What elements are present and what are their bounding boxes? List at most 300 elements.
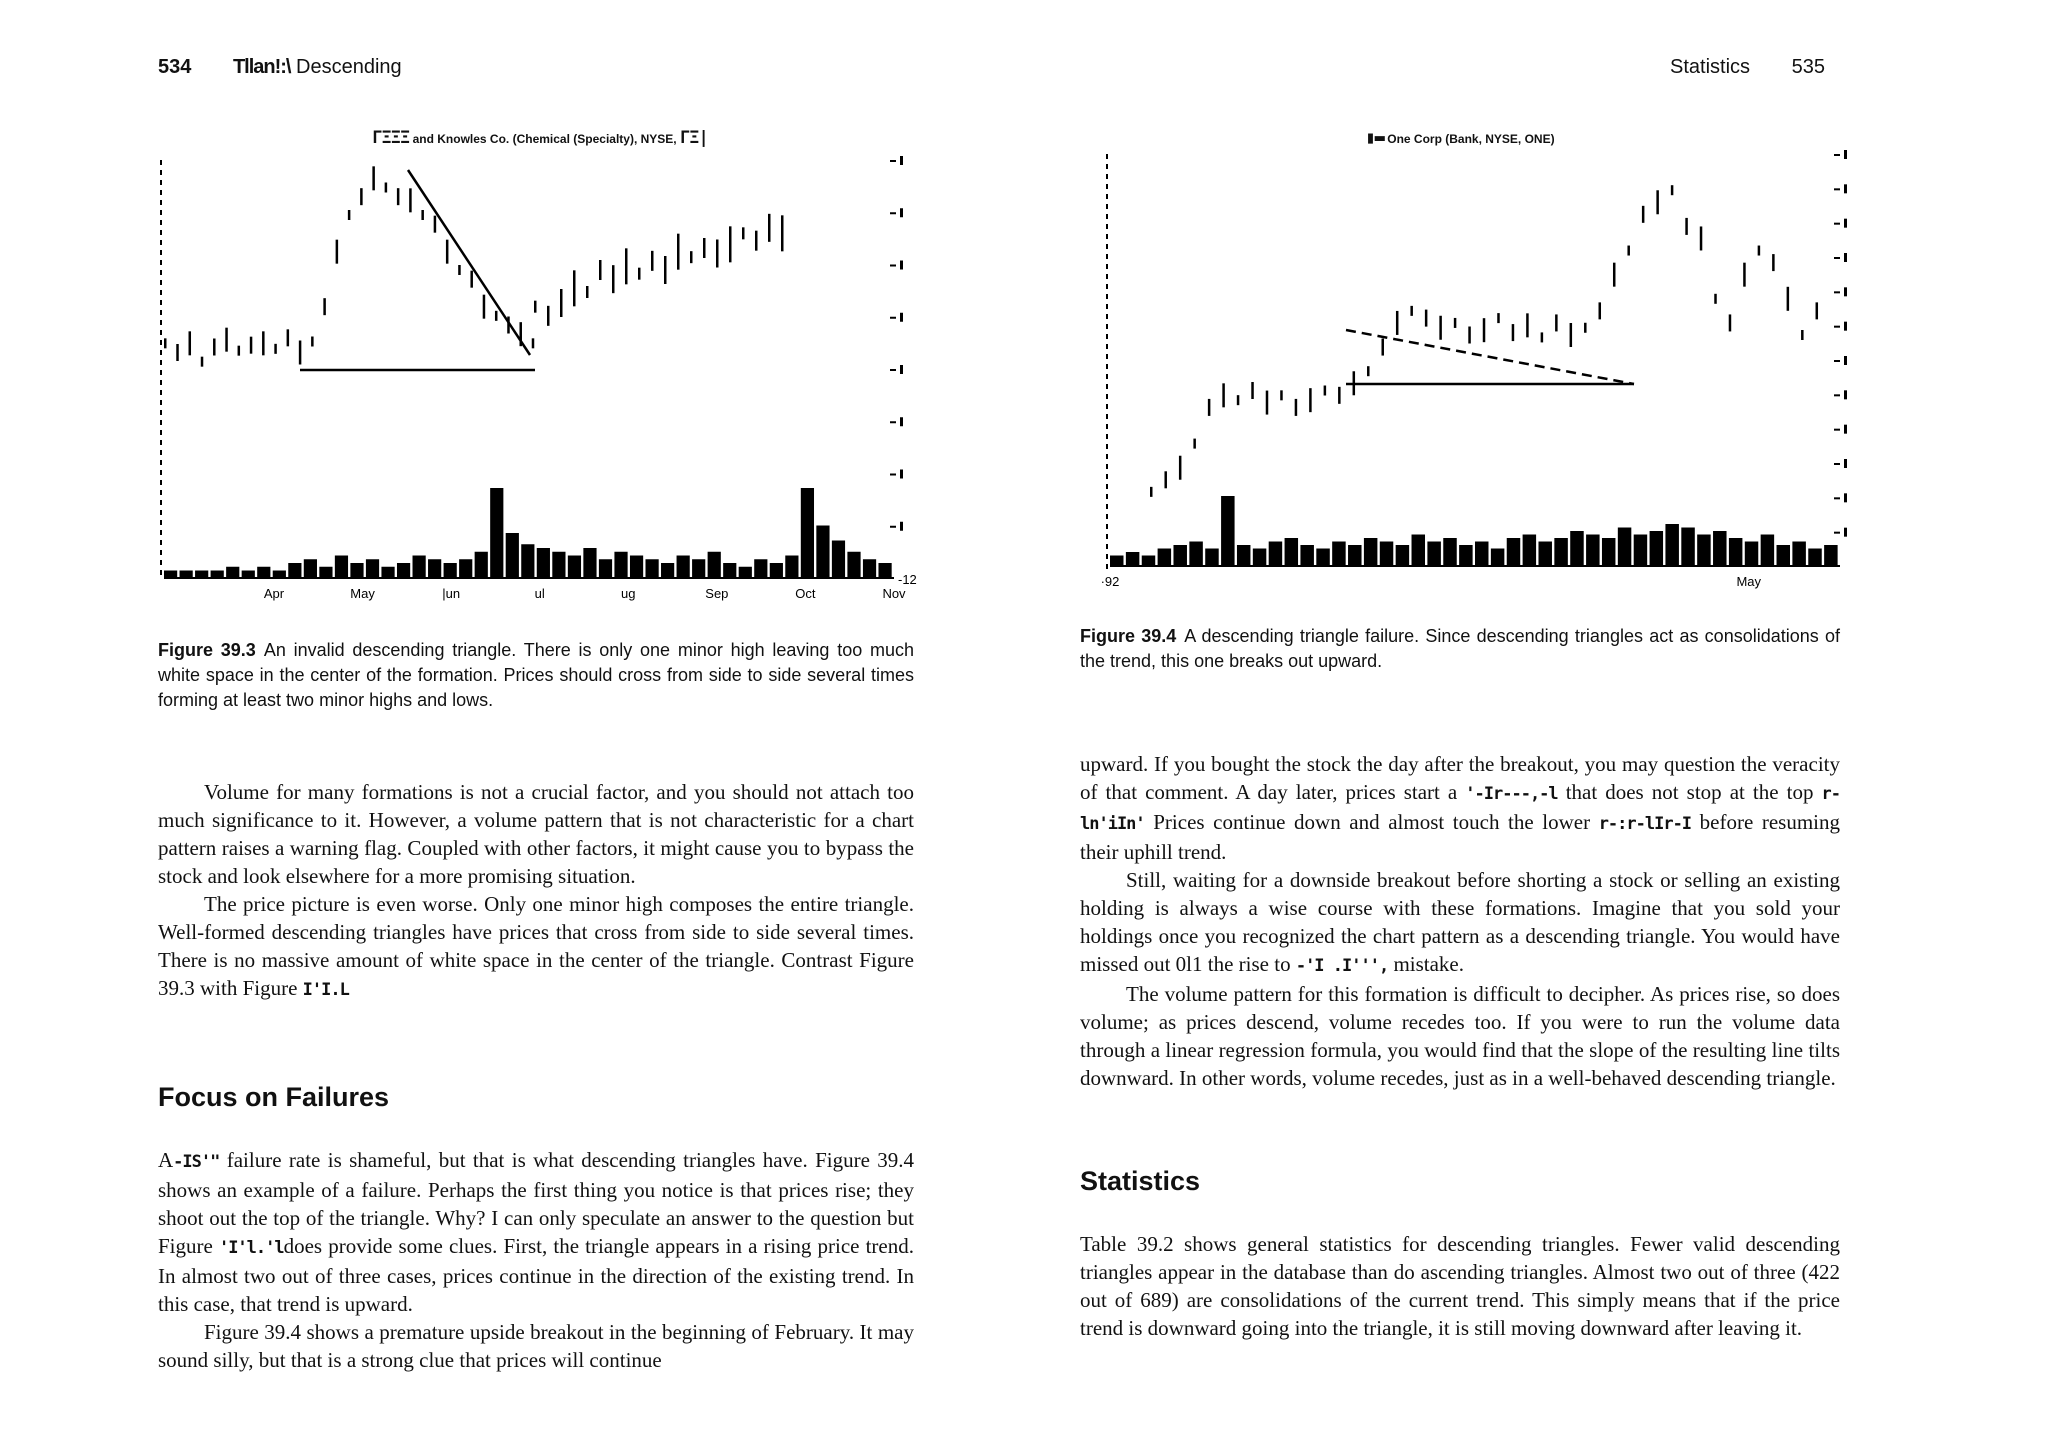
- price-bar: [372, 166, 375, 190]
- axis-tick-dot: [160, 420, 162, 425]
- price-bar: [755, 231, 758, 251]
- price-bar: [1483, 318, 1486, 342]
- volume-bar: [583, 548, 596, 578]
- chart-title-garbled: ▮▬: [1365, 128, 1384, 148]
- volume-bar: [226, 567, 239, 578]
- volume-bar: [614, 552, 627, 578]
- paragraph-text: that does not stop at the top: [1565, 780, 1814, 804]
- axis-tick-dot: [160, 340, 162, 345]
- axis-tick-dot: [1106, 204, 1108, 209]
- volume-bar: [1380, 542, 1393, 567]
- volume-bar: [1427, 542, 1440, 567]
- volume-bar: [645, 559, 658, 578]
- axis-tick-dot: [1106, 214, 1108, 219]
- price-bar: [1164, 471, 1167, 488]
- right-scale-tick: [900, 208, 903, 217]
- volume-bar: [599, 559, 612, 578]
- axis-tick-dot: [160, 470, 162, 475]
- price-bar: [625, 248, 628, 284]
- volume-bar: [1189, 542, 1202, 567]
- price-bar: [262, 331, 265, 355]
- volume-bar: [428, 559, 441, 578]
- figure-label: Figure 39.3: [158, 640, 256, 660]
- figure-label: Figure 39.4: [1080, 626, 1177, 646]
- right-scale-tick: [900, 156, 903, 165]
- axis-tick-dot: [160, 200, 162, 205]
- right-scale-tick: [890, 369, 896, 371]
- price-bar: [781, 215, 784, 251]
- price-bar: [664, 256, 667, 284]
- axis-tick-dot: [1106, 354, 1108, 359]
- chart-title: [160, 128, 920, 148]
- volume-bar: [288, 563, 301, 578]
- price-bar: [434, 216, 437, 233]
- price-bar: [164, 338, 167, 348]
- price-bar: [1193, 439, 1196, 449]
- axis-tick-dot: [160, 540, 162, 545]
- price-bar: [638, 268, 641, 280]
- axis-tick-dot: [160, 550, 162, 555]
- axis-tick-dot: [160, 160, 162, 165]
- price-bar: [1425, 310, 1428, 327]
- price-bar: [1613, 263, 1616, 287]
- price-bar: [1584, 323, 1587, 333]
- axis-tick-dot: [160, 310, 162, 315]
- right-scale-tick: [1834, 223, 1840, 225]
- volume-bar: [180, 571, 193, 579]
- price-bar: [560, 289, 563, 317]
- volume-bar: [1792, 542, 1805, 567]
- paragraph: Volume for many formations is not a crucial factor, and you should not attach too much significance to it. However, a volume pattern that is not characteristic for a chart pattern raises a warning flag. Coupled with other factors, it might cause you to bypass the stock and look elsewhere for a more promising situation.: [158, 780, 914, 888]
- price-bar: [677, 234, 680, 270]
- axis-tick-dot: [160, 180, 162, 185]
- left-body-upper: [158, 778, 914, 1004]
- running-title: Statistics: [1670, 56, 1751, 78]
- axis-tick-dot: [160, 560, 162, 565]
- volume-bar: [1507, 538, 1520, 566]
- price-bar: [1729, 314, 1732, 331]
- volume-bar: [1681, 528, 1694, 567]
- garbled-glyph: '-Ir---,-l: [1465, 784, 1558, 804]
- axis-tick-dot: [1106, 414, 1108, 419]
- axis-tick-dot: [1106, 224, 1108, 229]
- price-bar: [409, 188, 412, 212]
- right-scale-tick: [1844, 287, 1847, 296]
- volume-bar: [164, 571, 177, 579]
- price-bar: [1367, 366, 1370, 376]
- volume-bar: [1173, 545, 1186, 566]
- volume-bar: [552, 552, 565, 578]
- price-bar: [1801, 330, 1804, 340]
- axis-tick-dot: [1106, 394, 1108, 399]
- price-bar: [1787, 287, 1790, 311]
- price-bar: [1526, 313, 1529, 337]
- volume-bar: [1650, 531, 1663, 566]
- axis-tick-dot: [160, 220, 162, 225]
- axis-tick-dot: [1106, 424, 1108, 429]
- garbled-glyph: r-ln'iIn': [1080, 784, 1840, 834]
- figure-39-4-caption: [1080, 624, 1840, 674]
- price-bar: [421, 210, 424, 220]
- axis-tick-dot: [160, 240, 162, 245]
- right-scale-tick: [1844, 528, 1847, 537]
- price-bar: [189, 331, 192, 355]
- volume-bar: [1777, 545, 1790, 566]
- right-body-upper: [1080, 750, 1840, 1092]
- triangle-trendline: [408, 170, 530, 355]
- price-bar: [1758, 246, 1761, 256]
- garbled-glyph: 'I'l.'l: [218, 1238, 284, 1258]
- volume-bar: [1221, 496, 1234, 566]
- axis-tick-dot: [160, 440, 162, 445]
- volume-bar: [677, 556, 690, 579]
- axis-tick-dot: [160, 410, 162, 415]
- price-bar: [1685, 218, 1688, 235]
- caption-text: A descending triangle failure. Since descending triangles act as consolidations of the trend, this one breaks out upward.: [1080, 626, 1840, 671]
- volume-bar: [195, 571, 208, 579]
- axis-tick-dot: [160, 360, 162, 365]
- figure-39-3-chart: [150, 150, 940, 620]
- volume-bar: [770, 563, 783, 578]
- price-bar: [446, 240, 449, 264]
- axis-tick-dot: [160, 290, 162, 295]
- volume-bar: [490, 488, 503, 578]
- volume-bar: [1348, 545, 1361, 566]
- axis-tick-dot: [1106, 434, 1108, 439]
- volume-bar: [1634, 535, 1647, 567]
- price-bar: [495, 311, 498, 321]
- paragraph-text: failure rate is shameful, but that is what descending triangles have. Figure 39.4 shows an example of a failure. Perhaps the first thing you notice is that prices rise; they shoot out the top of the triangle. Why? I can only speculate an answer to the question but Figure: [158, 1148, 915, 1258]
- x-tick-label: Nov: [882, 586, 906, 601]
- price-bar: [348, 210, 351, 220]
- right-scale-tick: [1844, 390, 1847, 399]
- price-bar: [586, 286, 589, 298]
- price-bar: [1512, 324, 1515, 341]
- volume-bar: [1126, 552, 1139, 566]
- price-bar: [1179, 456, 1182, 480]
- axis-tick-dot: [160, 450, 162, 455]
- price-bar: [323, 298, 326, 315]
- garbled-glyph: I'I.L: [302, 980, 349, 1000]
- price-bar: [1266, 391, 1269, 415]
- price-bar: [1454, 318, 1457, 328]
- axis-tick-dot: [1106, 524, 1108, 529]
- volume-bar: [1316, 549, 1329, 567]
- price-bar: [1150, 487, 1153, 497]
- figure-39-3-caption: [158, 638, 914, 713]
- axis-tick-dot: [160, 230, 162, 235]
- volume-bar: [1412, 535, 1425, 567]
- figure-39-4-chart: [1064, 146, 1864, 606]
- volume-bar: [366, 559, 379, 578]
- price-bar: [470, 271, 473, 288]
- right-scale-tick: [1844, 322, 1847, 331]
- price-bar: [532, 338, 535, 348]
- volume-bar: [1554, 538, 1567, 566]
- axis-tick-dot: [160, 300, 162, 305]
- axis-tick-dot: [1106, 384, 1108, 389]
- axis-tick-dot: [160, 270, 162, 275]
- volume-bar: [521, 544, 534, 578]
- price-bar: [1208, 399, 1211, 416]
- axis-tick-dot: [160, 460, 162, 465]
- axis-tick-dot: [1106, 304, 1108, 309]
- axis-tick-dot: [1106, 264, 1108, 269]
- axis-tick-dot: [1106, 534, 1108, 539]
- price-bar: [1468, 327, 1471, 344]
- paragraph-text: mistake.: [1393, 952, 1465, 976]
- price-bar: [1570, 323, 1573, 347]
- axis-tick-dot: [1106, 284, 1108, 289]
- volume-bar: [1158, 549, 1171, 567]
- volume-bar: [754, 559, 767, 578]
- axis-tick-dot: [1106, 234, 1108, 239]
- right-scale-tick: [1834, 154, 1840, 156]
- price-bar: [1599, 302, 1602, 319]
- paragraph: [1080, 750, 1840, 866]
- volume-bar: [381, 567, 394, 578]
- garbled-glyph: -'I .I''',: [1295, 956, 1389, 976]
- axis-tick-dot: [160, 570, 162, 575]
- price-bar: [1237, 395, 1240, 405]
- volume-bar: [1808, 549, 1821, 567]
- axis-tick-dot: [160, 280, 162, 285]
- axis-tick-dot: [160, 350, 162, 355]
- price-bar: [547, 306, 550, 326]
- volume-bar: [319, 567, 332, 578]
- paragraph-text: does provide some clues. First, the triangle appears in a rising price trend. In almost two out of three cases, prices continue in the direction of the existing trend. In this case, that trend is upward.: [158, 1234, 914, 1316]
- volume-bar: [739, 567, 752, 578]
- volume-bar: [1475, 542, 1488, 567]
- right-scale-tick: [1834, 291, 1840, 293]
- axis-tick-dot: [1106, 194, 1108, 199]
- right-scale-tick: [1834, 188, 1840, 190]
- caption-text: An invalid descending triangle. There is only one minor high leaving too much white space in the center of the formation. Prices should cross from side to side several times forming at least two minor highs and lows.: [158, 640, 914, 710]
- price-bar: [213, 339, 216, 356]
- price-bar: [287, 329, 290, 346]
- right-scale-tick: [1844, 219, 1847, 228]
- volume-bar: [1618, 528, 1631, 567]
- right-scale-tick: [1834, 326, 1840, 328]
- volume-bar: [1602, 538, 1615, 566]
- price-bar: [599, 260, 602, 280]
- price-bar: [1410, 306, 1413, 316]
- right-scale-tick: [900, 470, 903, 479]
- volume-bar: [847, 552, 860, 578]
- axis-tick-dot: [1106, 294, 1108, 299]
- garbled-glyph: r-:r-lIr-I: [1598, 814, 1692, 834]
- axis-tick-dot: [160, 480, 162, 485]
- volume-bar: [878, 563, 891, 578]
- paragraph-text: A: [158, 1148, 174, 1172]
- price-bar: [1671, 185, 1674, 195]
- axis-tick-dot: [1106, 334, 1108, 339]
- volume-bar: [304, 559, 317, 578]
- axis-tick-dot: [160, 530, 162, 535]
- volume-bar: [1364, 538, 1377, 566]
- volume-bar: [1443, 538, 1456, 566]
- axis-tick-dot: [160, 330, 162, 335]
- axis-tick-dot: [1106, 184, 1108, 189]
- volume-bar: [273, 571, 286, 579]
- right-scale-tick: [890, 212, 896, 214]
- price-bar: [299, 341, 302, 365]
- volume-bar: [863, 559, 876, 578]
- right-running-head: [1670, 56, 1825, 79]
- price-bar: [1295, 399, 1298, 416]
- x-tick-label: Oct: [795, 586, 816, 601]
- axis-tick-dot: [1106, 554, 1108, 559]
- right-scale-tick: [1834, 532, 1840, 534]
- volume-bar: [1523, 535, 1536, 567]
- axis-tick-dot: [160, 430, 162, 435]
- volume-bar: [692, 559, 705, 578]
- volume-bar: [1237, 545, 1250, 566]
- price-bar: [274, 344, 277, 354]
- x-tick-label: ·92: [1100, 574, 1120, 589]
- paragraph: [1080, 866, 1840, 980]
- price-bar: [1714, 294, 1717, 304]
- axis-tick-dot: [1106, 454, 1108, 459]
- volume-bar: [1761, 535, 1774, 567]
- axis-tick-dot: [1106, 244, 1108, 249]
- price-bar: [1338, 387, 1341, 404]
- left-body-lower: [158, 1146, 914, 1374]
- chart-title-text: One Corp (Bank, NYSE, ONE): [1387, 132, 1555, 146]
- volume-bar: [350, 563, 363, 578]
- axis-tick-dot: [1106, 364, 1108, 369]
- axis-tick-dot: [160, 370, 162, 375]
- price-bar: [1541, 332, 1544, 342]
- right-scale-tick: [1844, 493, 1847, 502]
- price-bar: [1816, 302, 1819, 319]
- volume-bar: [1713, 531, 1726, 566]
- chart-title-text: and Knowles Co. (Chemical (Specialty), NYSE,: [412, 132, 680, 146]
- axis-tick-dot: [160, 210, 162, 215]
- paragraph: The volume pattern for this formation is difficult to decipher. As prices rise, so does volume; as prices descend, volume recedes too. If you were to run the volume data through a linear regression formula, you would find that the slope of the resulting line tilts downward. In other words, volume recedes, just as in a well-behaved descending triangle.: [1080, 982, 1840, 1090]
- axis-tick-dot: [1106, 494, 1108, 499]
- right-scale-tick: [890, 526, 896, 528]
- right-body-lower: [1080, 1230, 1840, 1342]
- x-tick-label: Sep: [705, 586, 729, 601]
- price-bar: [1324, 386, 1327, 396]
- volume-bar: [1300, 545, 1313, 566]
- axis-tick-dot: [1106, 444, 1108, 449]
- axis-tick-dot: [160, 260, 162, 265]
- right-scale-tick: [900, 417, 903, 426]
- price-bar: [483, 295, 486, 319]
- paragraph: Table 39.2 shows general statistics for descending triangles. Fewer valid descending triangles appear in the database than do ascending triangles. Almost two out of three (422 out of 689) are consolidations of the current trend. This simply means that if the price trend is downward going into the triangle, it is still moving downward after leaving it.: [1080, 1232, 1840, 1340]
- volume-bar: [444, 563, 457, 578]
- axis-tick-dot: [1106, 374, 1108, 379]
- section-heading: Focus on Failures: [158, 1082, 390, 1112]
- right-scale-tick: [890, 317, 896, 319]
- paragraph: Figure 39.4 shows a premature upside breakout in the beginning of February. It may sound silly, but that is a strong clue that prices will continue: [158, 1320, 914, 1372]
- price-bar: [573, 270, 576, 306]
- price-bar: [1497, 313, 1500, 323]
- page-number: 535: [1791, 56, 1825, 78]
- right-scale-tick: [1844, 356, 1847, 365]
- axis-tick-dot: [1106, 564, 1108, 569]
- axis-tick-dot: [160, 190, 162, 195]
- volume-bar: [832, 541, 845, 579]
- chart-title-end-garbled: ΓΞ|: [679, 128, 708, 148]
- volume-bar: [708, 552, 721, 578]
- volume-bar: [568, 556, 581, 579]
- volume-bar: [397, 563, 410, 578]
- price-bar: [742, 227, 745, 239]
- right-scale-tick: [1834, 429, 1840, 431]
- price-bar: [238, 346, 241, 356]
- price-bar: [729, 226, 732, 262]
- price-bar: [1251, 382, 1254, 399]
- axis-tick-dot: [1106, 464, 1108, 469]
- triangle-trendline: [1346, 330, 1634, 384]
- price-bar: [1309, 388, 1312, 412]
- y-tick-label: -12: [898, 572, 917, 587]
- volume-bar: [1285, 538, 1298, 566]
- volume-bar: [1665, 524, 1678, 566]
- price-bar: [201, 357, 204, 367]
- price-bar: [768, 214, 771, 242]
- price-bar: [612, 265, 615, 293]
- price-bar: [534, 301, 537, 313]
- right-scale-tick: [890, 421, 896, 423]
- x-tick-label: ug: [621, 586, 636, 601]
- axis-tick-dot: [160, 400, 162, 405]
- volume-bar: [537, 548, 550, 578]
- axis-tick-dot: [160, 510, 162, 515]
- volume-bar: [661, 563, 674, 578]
- volume-bar: [1332, 542, 1345, 567]
- volume-bar: [1205, 549, 1218, 567]
- price-bar: [1627, 246, 1630, 256]
- paragraph-text: Prices continue down and almost touch the lower: [1153, 810, 1591, 834]
- right-scale-tick: [900, 365, 903, 374]
- axis-tick-dot: [160, 380, 162, 385]
- volume-bar: [1697, 535, 1710, 567]
- price-bar: [1396, 311, 1399, 335]
- axis-tick-dot: [1106, 274, 1108, 279]
- volume-bar: [335, 556, 348, 579]
- axis-tick-dot: [1106, 254, 1108, 259]
- price-bar: [458, 265, 461, 275]
- volume-bar: [1586, 535, 1599, 567]
- left-running-head: [158, 56, 402, 79]
- price-bar: [385, 183, 388, 193]
- axis-tick-dot: [1106, 404, 1108, 409]
- axis-tick-dot: [1106, 344, 1108, 349]
- axis-tick-dot: [1106, 314, 1108, 319]
- price-bar: [1743, 263, 1746, 287]
- volume-bar: [1570, 531, 1583, 566]
- right-scale-tick: [1844, 253, 1847, 262]
- price-bar: [1222, 383, 1225, 407]
- axis-tick-dot: [160, 390, 162, 395]
- volume-bar: [459, 559, 472, 578]
- right-scale-tick: [900, 522, 903, 531]
- axis-tick-dot: [160, 250, 162, 255]
- price-bar: [336, 240, 339, 264]
- axis-tick-dot: [1106, 164, 1108, 169]
- running-title-dingbat: Tllan!:\: [232, 56, 291, 78]
- price-bar: [651, 251, 654, 271]
- price-bar: [1656, 190, 1659, 214]
- right-scale-tick: [1844, 459, 1847, 468]
- price-bar: [1772, 254, 1775, 271]
- right-scale-tick: [1834, 497, 1840, 499]
- axis-tick-dot: [1106, 474, 1108, 479]
